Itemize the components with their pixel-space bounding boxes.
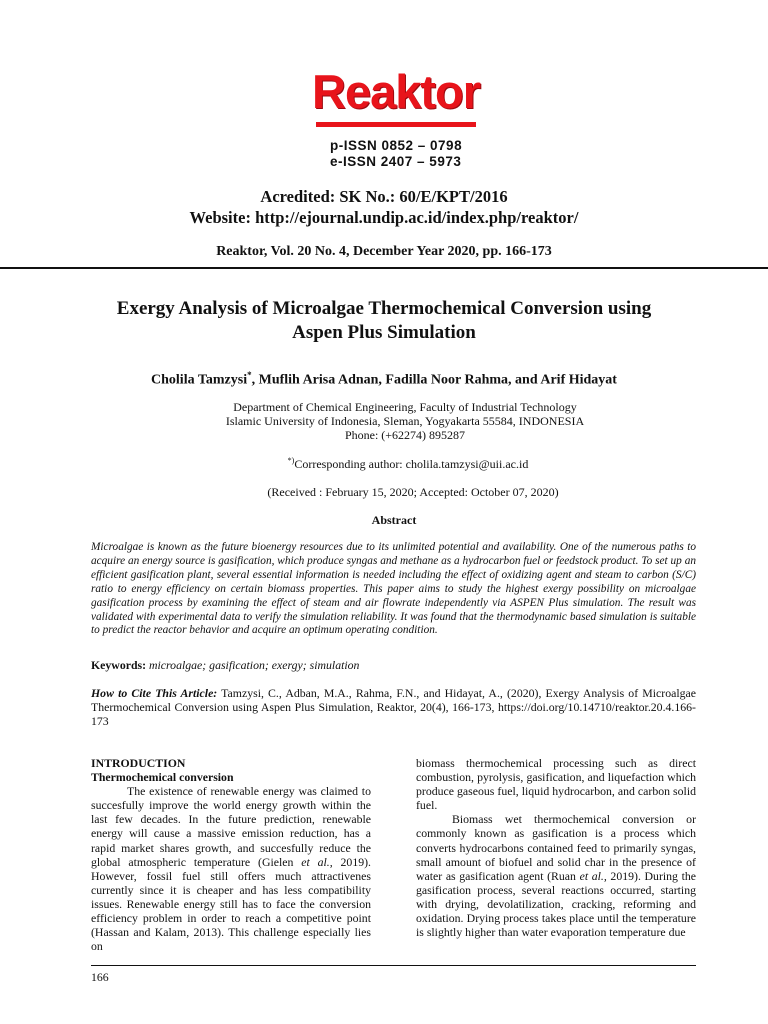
volume-line: Reaktor, Vol. 20 No. 4, December Year 2020, pp. 166-173 xyxy=(216,244,552,259)
e-issn: e-ISSN 2407 – 5973 xyxy=(330,154,462,169)
logo-text: Reaktor xyxy=(312,65,481,118)
right-paragraph-1: biomass thermochemical processing such as direct combustion, pyrolysis, gasification, and liquefaction which produce gaseous fuel, liquid hydrocarbon, and carbon solid fuel. xyxy=(416,756,696,813)
citation-text: Tamzysi, C., Adban, M.A., Rahma, F.N., and Hidayat, A., (2020), Exergy Analysis of Microalgae Thermochemical Conversion using Aspen Plus Simulation, Reaktor, 20(4), 166-173, https://doi.org/10.14710/reaktor.20.4.166-173 xyxy=(91,686,696,729)
footer-rule xyxy=(91,965,696,966)
keywords xyxy=(91,658,696,673)
left-paragraph-1 xyxy=(91,784,371,953)
page-number: 166 xyxy=(91,970,109,984)
corresponding-author xyxy=(0,456,768,472)
subsection-heading: Thermochemical conversion xyxy=(91,770,234,785)
article-title-line2: Aspen Plus Simulation xyxy=(292,322,476,343)
author-lead: Cholila Tamzysi xyxy=(151,372,248,388)
author-mark: * xyxy=(247,370,252,380)
keywords-label: Keywords: xyxy=(91,658,147,672)
right-p2-a: Biomass wet thermochemical conversion or commonly known as gasification is a process which converts hydrocarbons contained feed to primarily syngas, small amount of biofuel and solid char in the presence of water as gasification agent (Ruan xyxy=(416,812,696,883)
right-p2-b: 2019). During the gasification process, several reactions occurred, starting with drying, devolatilization, cracking, reforming and oxidation. Drying process takes place until the temperature is slightly higher than water evaporation temperature due xyxy=(416,868,696,940)
abstract-text: Microalgae is known as the future bioenergy resources due to its unlimited potential and availability. One of the numerous paths to acquire an energy source is gasification, which produce syngas and methane as a hydrocarbon fuel or feedstock product. To set up an efficient gasification plant, several essential information is needed including the effect of oxidizing agent and steam to carbon (S/C) ratio to energy efficiency on certain biomass properties. This paper aims to study the highest exergy possibility on microalgae gasification process by examining the effect of steam and air flowrate independently via ASPEN Plus simulation. The result was validated with experimental data to verify the simulation reliability. It was found that the thermodynamic based simulation is suitable to predict the reactor behavior and acquire an optimum operating condition. xyxy=(91,541,696,637)
affiliation-line2: Islamic University of Indonesia, Sleman, Yogyakarta 55584, INDONESIA xyxy=(225,414,585,428)
abstract-heading: Abstract xyxy=(371,513,417,527)
header-rule xyxy=(0,267,768,269)
website: Website: http://ejournal.undip.ac.id/index.php/reaktor/ xyxy=(189,208,579,227)
left-p1-etal: et al., xyxy=(301,854,333,869)
accreditation: Acredited: SK No.: 60/E/KPT/2016 xyxy=(260,187,508,206)
received-dates: (Received : February 15, 2020; Accepted: October 07, 2020) xyxy=(267,485,559,499)
section-heading: INTRODUCTION xyxy=(91,756,186,770)
citation xyxy=(91,686,696,729)
right-paragraph-2 xyxy=(416,812,696,939)
logo-underline xyxy=(316,122,476,127)
affiliation-phone: Phone: (+62274) 895287 xyxy=(344,428,466,442)
p-issn: p-ISSN 0852 – 0798 xyxy=(330,138,463,153)
keywords-list: microalgae; gasification; exergy; simulation xyxy=(149,658,360,672)
right-p2-etal: et al., xyxy=(579,868,607,883)
corr-text: Corresponding author: cholila.tamzysi@uii.ac.id xyxy=(294,457,529,471)
author-rest: , Muflih Arisa Adnan, Fadilla Noor Rahma, and Arif Hidayat xyxy=(251,372,617,388)
authors xyxy=(0,370,768,389)
citation-label: How to Cite This Article: xyxy=(91,686,218,700)
affiliation-line1: Department of Chemical Engineering, Faculty of Industrial Technology xyxy=(233,400,577,414)
journal-logo xyxy=(312,65,481,130)
left-p1-b: 2019). However, fossil fuel still offers much attractivenes currently since it is cheaper and has less compatibility issues. Renewable energy still has to face the conversion efficiency problem in order to reach a competitive point (Hassan and Kalam, 2013). This challenge especially lies on xyxy=(91,854,371,954)
right-column xyxy=(416,756,696,939)
left-p1-a: The existence of renewable energy was claimed to succesfully improve the world energy growth within the last few decades. In the future prediction, renewable energy will cause a massive emission reduction, has a rapid market shares growth, and succesfully reduce the global atmospheric temperature (Gielen xyxy=(91,784,371,869)
corr-mark: *) xyxy=(287,456,295,465)
article-title-line1: Exergy Analysis of Microalgae Thermochemical Conversion using xyxy=(116,298,652,319)
left-column xyxy=(91,756,371,953)
